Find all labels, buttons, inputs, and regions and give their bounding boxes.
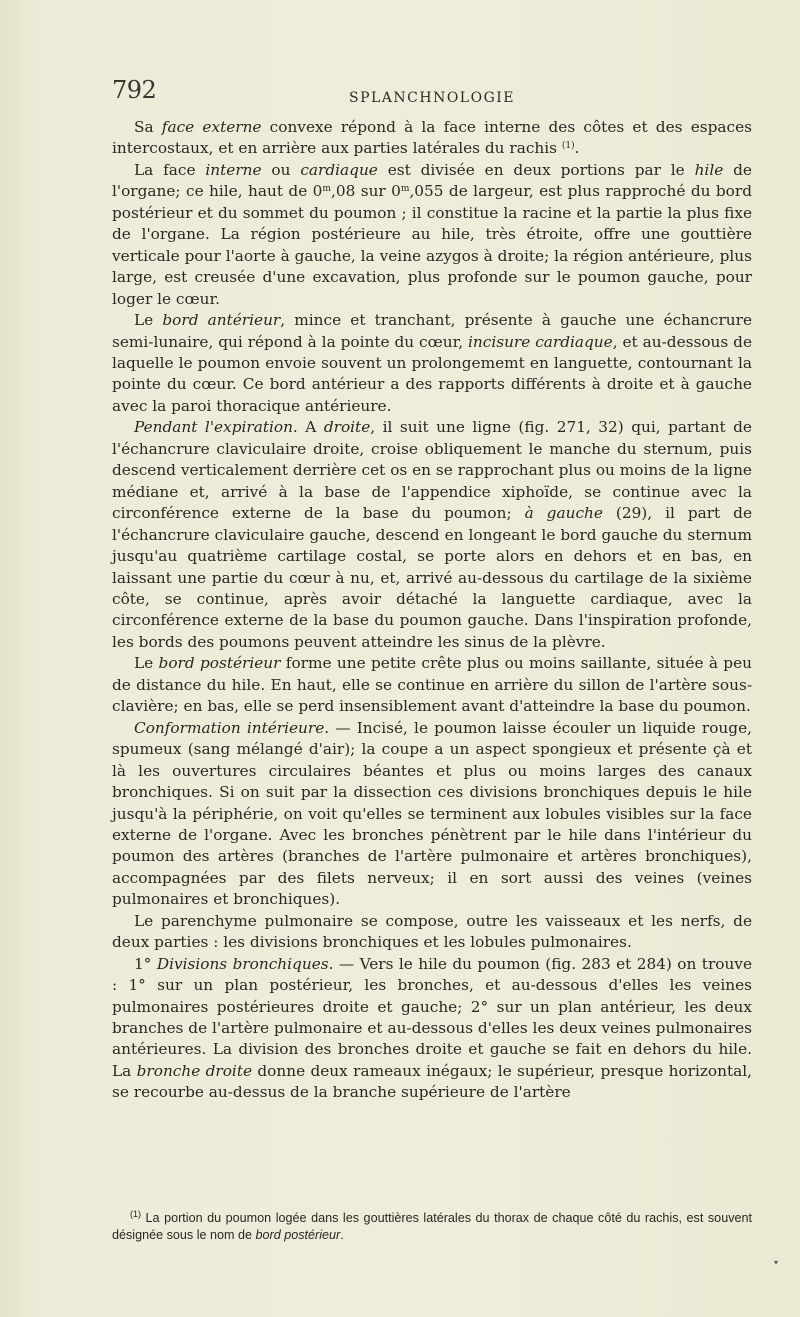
superscript: (1)	[130, 1209, 141, 1219]
paragraph-bord-posterieur	[112, 653, 752, 717]
text-run: ,055 de largeur, est plus rapproché du bord postérieur et du sommet du poumon ; il constitue la racine et la partie la plus fixe de l'organe. La région postérieure au hile, très étroite, offre une gouttière verticale pour l'aorte à gauche, la veine azygos à droite; la région antérieure, plus large, est creusée d'une excavation, plus profonde sur le poumon gauche, pour loger le cœur.	[112, 182, 752, 308]
text-run: ou	[261, 160, 301, 179]
text-run: forme une petite crête plus ou moins saillante, située à peu de distance du hile. En haut, elle se continue en arrière du sillon de l'artère sous-clavière; en bas, elle se perd insensiblement avant d'atteindre la base du poumon.	[112, 654, 752, 716]
text-run: Le	[134, 311, 163, 330]
text-run: convexe répond à la face interne des côtes et des espaces intercostaux, et en arrière aux parties latérales du rachis	[112, 118, 752, 158]
paragraph-parenchyme	[112, 911, 752, 954]
italic-term: face externe	[161, 118, 262, 136]
italic-term: bord antérieur	[162, 311, 281, 330]
text-run: ,08 sur 0	[330, 182, 401, 201]
italic-term: droite	[323, 418, 371, 437]
italic-term: Divisions bronchiques	[156, 954, 329, 973]
paragraph-divisions-bronchiques	[112, 954, 752, 1104]
italic-term: Pendant l'expiration	[134, 418, 293, 437]
page-number: 792	[112, 76, 157, 104]
page-header	[112, 76, 752, 106]
text-run: Le parenchyme pulmonaire se compose, outre les vaisseaux et les nerfs, de deux parties : les divisions bronchiques et les lobules pulmonaires.	[112, 911, 752, 952]
print-mark: ▾	[774, 1258, 779, 1267]
text-run: , mince et tranchant, présente à gauche une échancrure semi-lunaire, qui répond à la pointe du cœur,	[112, 311, 752, 351]
paragraph-expiration	[112, 417, 752, 653]
paragraph-face-externe	[112, 117, 752, 160]
italic-term: incisure cardiaque	[468, 332, 613, 351]
text-run: de l'organe; ce hile, haut de 0	[112, 160, 752, 201]
text-run: (29), il part de l'échancrure claviculaire gauche, descend en longeant le bord gauche du sternum jusqu'au quatrième cartilage costal, se porte alors en dehors et en bas, en laissant une partie du cœur à nu, et, arrivé au-dessous du cartilage de la sixième côte, se continue, après avoir détaché la languette cardiaque, avec la circonférence externe de la base du poumon gauche. Dans l'inspiration profonde, les bords des poumons peuvent atteindre les sinus de la plèvre.	[112, 504, 752, 651]
text-run: La face	[134, 160, 206, 179]
text-run: . A	[292, 418, 324, 437]
text-run: donne deux rameaux inégaux; le supérieur, presque horizontal, se recourbe au-dessus de la branche supérieure de l'artère	[112, 1061, 752, 1102]
text-run: Le	[134, 654, 159, 673]
text-run: . — Incisé, le poumon laisse écouler un liquide rouge, spumeux (sang mélangé d'air); la coupe a un aspect spongieux et présente çà et là les ouvertures circulaires béantes et plus ou moins larges des canaux bronchiques. Si on suit par la dissection ces divisions bronchiques depuis le hile jusqu'à la périphérie, on voit qu'elles se terminent aux lobules visibles sur la face externe de l'organe. Avec les bronches pénètrent par le hile dans l'intérieur du poumon des artères (branches de l'artère pulmonaire et artères bronchiques), accompagnées par des filets nerveux; il en sort aussi des veines (veines pulmonaires et bronchiques).	[112, 718, 752, 909]
text-run: La portion du poumon logée dans les gouttières latérales du thorax de chaque côté du rachis, est souvent désignée sous le nom de	[112, 1211, 752, 1242]
text-run: .	[574, 139, 580, 158]
paragraph-bord-anterieur	[112, 310, 752, 417]
text-run: Sa	[134, 118, 162, 136]
superscript: (1)	[561, 141, 575, 152]
paragraph-face-interne	[112, 160, 752, 310]
italic-term: hile	[694, 160, 724, 179]
text-run: . — Vers le hile du poumon (fig. 283 et 284) on trouve : 1° sur un plan postérieur, les bronches, et au-dessous d'elles les veines pulmonaires postérieures droite et gauche; 2° sur un plan antérieur, les deux branches de l'artère pulmonaire et au-dessous d'elles les deux veines pulmonaires antérieures. La division des bronches droite et gauche se fait en dehors du hile. La	[112, 954, 753, 1080]
italic-term: Conformation intérieure	[134, 718, 325, 737]
superscript: m	[400, 184, 410, 195]
italic-term: bronche droite	[136, 1061, 253, 1080]
body-text	[112, 117, 752, 1104]
text-run: , il suit une ligne (fig. 271, 32) qui, partant de l'échancrure claviculaire droite, croise obliquement le manche du sternum, puis descend verticalement derrière cet os en se rapprochant plus ou moins de la ligne médiane et, arrivé à la base de l'appendice xiphoïde, se continue avec la circonférence externe de la base du poumon;	[112, 418, 752, 523]
italic-term: interne	[205, 160, 262, 179]
text-run: , et au-dessous de laquelle le poumon envoie souvent un prolongememt en languette, contournant la pointe du cœur. Ce bord antérieur a des rapports différents à droite et à gauche avec la paroi thoracique antérieure.	[112, 332, 752, 415]
italic-term: bord postérieur	[158, 654, 281, 673]
italic-term: cardiaque	[300, 160, 378, 179]
running-title: SPLANCHNOLOGIE	[348, 90, 516, 106]
italic-term: à gauche	[524, 504, 603, 523]
text-run: .	[340, 1228, 344, 1242]
italic-term: bord postérieur	[255, 1228, 341, 1242]
text-run: 1°	[134, 954, 157, 973]
footnote	[112, 1210, 752, 1244]
footnote-text	[112, 1210, 752, 1244]
paragraph-conformation-interieure	[112, 718, 752, 911]
text-run: est divisée en deux portions par le	[377, 160, 695, 179]
superscript: m	[322, 184, 331, 195]
